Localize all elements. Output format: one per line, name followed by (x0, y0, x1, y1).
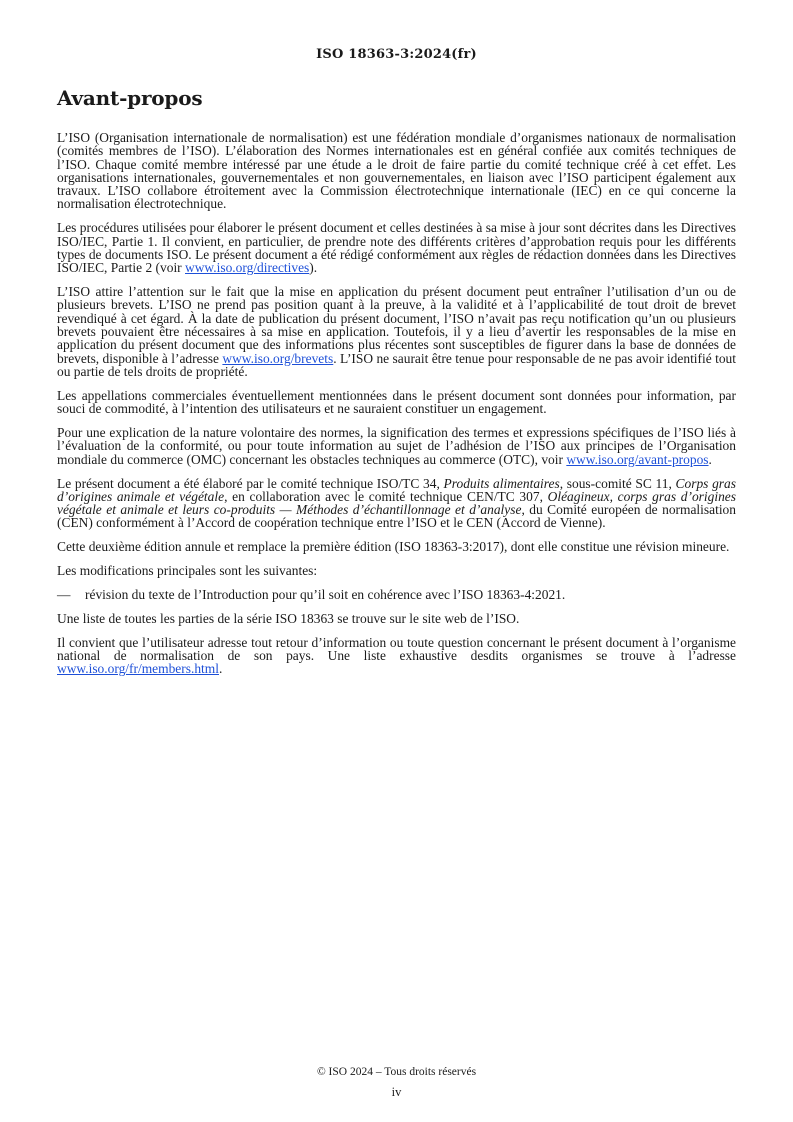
list-item (57, 588, 736, 601)
paragraph-patents-text: L’ISO attire l’attention sur le fait que la mise en application du présent document peut entraîner l’utilisation d’un ou de plusieurs brevets. L’ISO ne prend pas position quant à la preuve, à la validité et à l’applicabilité de tout droit de brevet revendiqué à cet égard. À la date de publication du présent document, l’ISO n’avait pas reçu notification qu’un ou plusieurs brevets pouvaient être nécessaires à sa mise en application. Toutefois, il y a lieu d’avertir les responsables de la mise en application du présent document que des informations plus récentes sont susceptibles de figurer dans la base de données de brevets, disponible à l’adresse (57, 284, 736, 366)
paragraph-iso-intro: L’ISO (Organisation internationale de normalisation) est une fédération mondiale d’organismes nationaux de normalisation (comités membres de l’ISO). L’élaboration des Normes internationales est en général confiée aux comités techniques de l’ISO. Chaque comité membre intéressé par une étude a le droit de faire partie du comité technique créé à cet effet. Les organisations internationales, gouvernementales et non gouvernementales, en liaison avec l’ISO participent également aux travaux. L’ISO collabore étroitement avec la Commission électrotechnique internationale (IEC) en ce qui concerne la normalisation électrotechnique. (57, 130, 736, 212)
paragraph-changes-intro: Les modifications principales sont les suivantes: (57, 563, 318, 579)
paragraph-voluntary-nature-text: Pour une explication de la nature volontaire des normes, la signification des termes et expressions spécifiques de l’ISO liés à l’évaluation de la conformité, ou pour toute information au sujet de l’adhésion de l’ISO aux principes de l’Organisation mondiale du commerce (OMC) concernant les obstacles techniques au commerce (OTC), voir (57, 425, 736, 467)
committee-text-e: , en collaboration avec le comité technique CEN/TC 307, (224, 488, 548, 504)
committee-name-italic: Produits alimentaires (443, 475, 560, 491)
paragraph-feedback-end: . (218, 661, 223, 677)
cen-committee-name-italic: Oléagineux, corps gras d’origines végétale et animale et leurs co-produits — Méthodes d’échantillonnage et d’analyse (57, 488, 736, 518)
paragraph-feedback-text: Il convient que l’utilisateur adresse tout retour d’information ou toute question concernant le présent document à l’organisme national de normalisation de son pays. Une liste exhaustive desdits organismes se trouve à l’adresse (57, 634, 736, 664)
paragraph-edition: Cette deuxième édition annule et remplace la première édition (ISO 18363-3:2017), dont elle constitue une révision mineure. (57, 539, 730, 555)
document-id-header: ISO 18363-3:2024(fr) (316, 47, 477, 62)
paragraph-series-list: Une liste de toutes les parties de la série ISO 18363 se trouve sur le site web de l’ISO. (57, 610, 520, 626)
paragraph-committee (57, 477, 736, 530)
paragraph-patents-end: . L’ISO ne saurait être tenue pour responsable de ne pas avoir identifié tout ou partie de tels droits de propriété. (57, 350, 736, 379)
committee-text-c: , sous-comité SC 11, (559, 475, 676, 491)
page-number: iv (391, 1085, 402, 1099)
paragraph-patents (57, 285, 736, 378)
paragraph-procedures (57, 221, 736, 274)
subcommittee-name-italic: Corps gras d’origines animale et végétale (57, 475, 736, 504)
list-item-text: révision du texte de l’Introduction pour qu’il soit en cohérence avec l’ISO 18363-4:2021. (85, 587, 566, 603)
copyright-footer: © ISO 2024 – Tous droits réservés (316, 1066, 477, 1078)
list-dash: — (57, 587, 71, 603)
foreword-link[interactable]: www.iso.org/avant-propos (566, 451, 709, 467)
committee-text-a: Le présent document a été élaboré par le comité technique ISO/TC 34, (57, 475, 444, 491)
paragraph-voluntary-nature (57, 426, 736, 466)
paragraph-procedures-text: Les procédures utilisées pour élaborer le présent document et celles destinées à sa mise à jour sont décrites dans les Directives ISO/IEC, Partie 1. Il convient, en particulier, de prendre note des différents critères d’approbation requis pour les différents types de documents ISO. Le présent document a été rédigé conformément aux règles de rédaction données dans les Directives ISO/IEC, Partie 2 (voir (57, 220, 736, 276)
members-link[interactable]: www.iso.org/fr/members.html (57, 661, 219, 677)
paragraph-procedures-end: ). (309, 260, 318, 276)
paragraph-trade-names: Les appellations commerciales éventuellement mentionnées dans le présent document sont données pour information, par souci de commodité, à l’intention des utilisateurs et ne sauraient constituer un engagement. (57, 387, 736, 417)
committee-text-g: , du Comité européen de normalisation (CEN) conformément à l’Accord de coopération technique entre l’ISO et le CEN (Accord de Vienne). (57, 502, 736, 531)
page-title: Avant-propos (57, 86, 203, 110)
paragraph-voluntary-nature-end: . (708, 451, 712, 467)
paragraph-feedback (57, 636, 736, 676)
directives-link[interactable]: www.iso.org/directives (185, 260, 310, 276)
patents-link[interactable]: www.iso.org/brevets (222, 350, 334, 366)
foreword-body (57, 131, 736, 686)
